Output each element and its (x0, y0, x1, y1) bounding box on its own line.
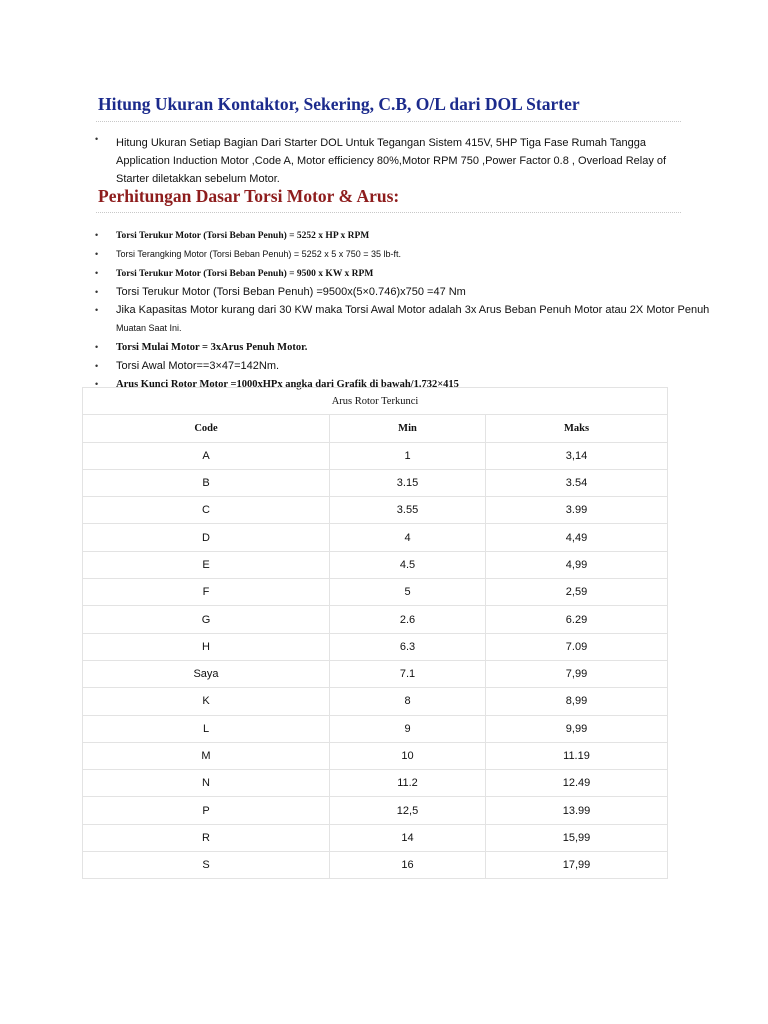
formula-item (96, 264, 716, 283)
intro-list-item (96, 134, 706, 188)
code-cell: G (83, 606, 330, 633)
max-cell: 17,99 (486, 852, 668, 879)
code-cell: A (83, 442, 330, 469)
bullet-icon: • (95, 341, 99, 352)
min-cell: 14 (330, 824, 486, 851)
max-cell: 8,99 (486, 688, 668, 715)
max-cell: 3.99 (486, 497, 668, 524)
formula-list (96, 226, 716, 395)
max-cell: 7,99 (486, 660, 668, 687)
max-cell: 12.49 (486, 770, 668, 797)
formula-item (96, 245, 716, 263)
formula-text: Torsi Terukur Motor (Torsi Beban Penuh) = 9500 x KW x RPM (116, 268, 374, 279)
formula-item (96, 283, 716, 301)
formula-item (96, 338, 716, 357)
table-row (83, 469, 668, 496)
table-row (83, 715, 668, 742)
column-header-min: Min (330, 415, 486, 442)
formula-text: Arus Kunci Rotor Motor =1000xHPx angka dari Grafik di bawah/1.732×415 (116, 379, 459, 391)
code-cell: P (83, 797, 330, 824)
table-body (83, 442, 668, 879)
min-cell: 4.5 (330, 551, 486, 578)
code-cell: F (83, 579, 330, 606)
table-row (83, 852, 668, 879)
min-cell: 6.3 (330, 633, 486, 660)
bullet-icon: • (95, 361, 99, 372)
code-cell: D (83, 524, 330, 551)
code-cell: M (83, 742, 330, 769)
formula-text: Torsi Awal Motor==3×47=142Nm. (116, 360, 280, 373)
code-cell: E (83, 551, 330, 578)
table-row (83, 524, 668, 551)
table-row (83, 633, 668, 660)
table-row (83, 551, 668, 578)
formula-text: Torsi Terukur Motor (Torsi Beban Penuh) =9500x(5×0.746)x750 =47 Nm (116, 285, 466, 298)
min-cell: 10 (330, 742, 486, 769)
min-cell: 16 (330, 852, 486, 879)
table-row (83, 497, 668, 524)
max-cell: 6.29 (486, 606, 668, 633)
min-cell: 5 (330, 579, 486, 606)
bullet-icon: • (95, 249, 99, 260)
intro-line: Application Induction Motor ,Code A, Motor efficiency 80%,Motor RPM 750 ,Power Factor 0.8 , Overload Relay of (116, 155, 667, 167)
section-heading: Perhitungan Dasar Torsi Motor & Arus: (98, 186, 400, 206)
formula-text: Torsi Terukur Motor (Torsi Beban Penuh) = 5252 x HP x RPM (116, 231, 370, 241)
max-cell: 4,49 (486, 524, 668, 551)
formula-item (96, 301, 716, 338)
column-header-code: Code (83, 415, 330, 442)
code-cell: N (83, 770, 330, 797)
code-cell: H (83, 633, 330, 660)
min-cell: 4 (330, 524, 486, 551)
max-cell: 4,99 (486, 551, 668, 578)
bullet-icon: • (95, 286, 99, 297)
code-cell: K (83, 688, 330, 715)
bullet-icon: • (95, 267, 99, 278)
code-cell: C (83, 497, 330, 524)
table-row (83, 442, 668, 469)
table-row (83, 579, 668, 606)
formula-text-continued: Muatan Saat Ini. (116, 323, 182, 334)
min-cell: 3.55 (330, 497, 486, 524)
intro-line: Hitung Ukuran Setiap Bagian Dari Starter DOL Untuk Tegangan Sistem 415V, 5HP Tiga Fase Rumah Tangga (116, 137, 646, 149)
min-cell: 3.15 (330, 469, 486, 496)
table-row (83, 660, 668, 687)
code-cell: S (83, 852, 330, 879)
intro-line: Starter diletakkan sebelum Motor. (116, 173, 280, 185)
min-cell: 1 (330, 442, 486, 469)
max-cell: 3.54 (486, 469, 668, 496)
title-divider (96, 121, 681, 122)
formula-item (96, 226, 716, 245)
bullet-icon: • (95, 134, 99, 144)
page-title: Hitung Ukuran Kontaktor, Sekering, C.B, O/L dari DOL Starter (98, 94, 580, 114)
table-row (83, 770, 668, 797)
table-row (83, 742, 668, 769)
min-cell: 12,5 (330, 797, 486, 824)
locked-rotor-table (82, 387, 668, 879)
formula-item (96, 357, 716, 375)
min-cell: 11.2 (330, 770, 486, 797)
max-cell: 2,59 (486, 579, 668, 606)
max-cell: 9,99 (486, 715, 668, 742)
column-header-max: Maks (486, 415, 668, 442)
bullet-icon: • (95, 230, 99, 240)
code-cell: B (83, 469, 330, 496)
table-row (83, 824, 668, 851)
formula-text: Torsi Terangking Motor (Torsi Beban Penuh) = 5252 x 5 x 750 = 35 lb-ft. (116, 249, 401, 260)
min-cell: 8 (330, 688, 486, 715)
max-cell: 7.09 (486, 633, 668, 660)
table-row (83, 688, 668, 715)
max-cell: 15,99 (486, 824, 668, 851)
min-cell: 9 (330, 715, 486, 742)
table-row (83, 797, 668, 824)
table-row (83, 606, 668, 633)
max-cell: 11.19 (486, 742, 668, 769)
bullet-icon: • (95, 305, 99, 316)
table-caption: Arus Rotor Terkunci (83, 388, 668, 415)
bullet-icon: • (95, 379, 99, 390)
code-cell: L (83, 715, 330, 742)
code-cell: Saya (83, 660, 330, 687)
min-cell: 7.1 (330, 660, 486, 687)
formula-text: Jika Kapasitas Motor kurang dari 30 KW maka Torsi Awal Motor adalah 3x Arus Beban Penuh Motor atau 2X Motor Penuh (116, 304, 710, 317)
min-cell: 2.6 (330, 606, 486, 633)
code-cell: R (83, 824, 330, 851)
max-cell: 3,14 (486, 442, 668, 469)
formula-text: Torsi Mulai Motor = 3xArus Penuh Motor. (116, 341, 308, 353)
section-divider (96, 212, 681, 213)
max-cell: 13.99 (486, 797, 668, 824)
